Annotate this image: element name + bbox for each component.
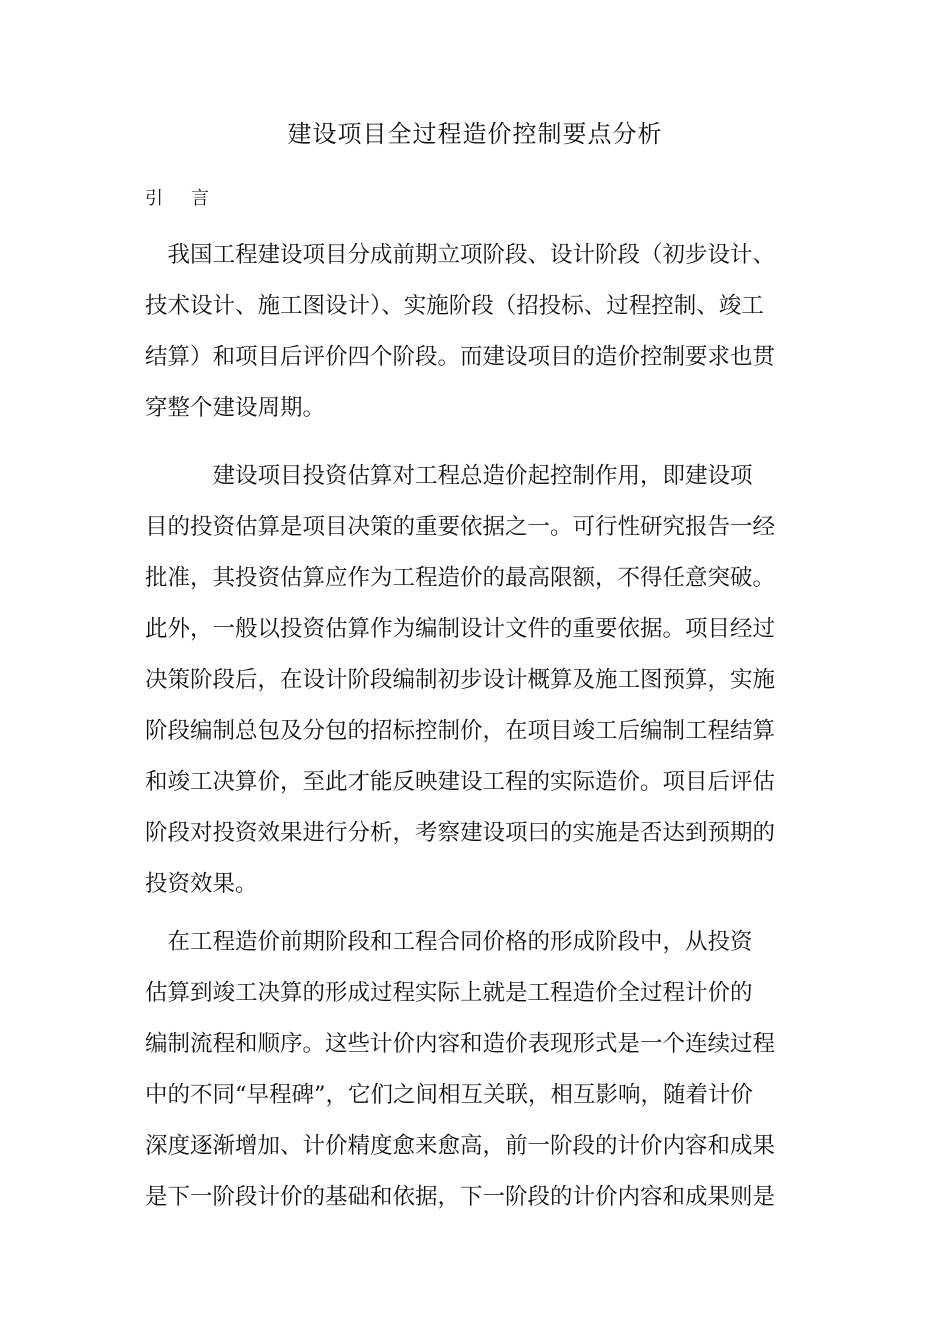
paragraph-line: 阶段编制总包及分包的招标控制价，在项目竣工后编制工程结算 — [145, 718, 776, 744]
paragraph-line: 技术设计、施工图设计）、实施阶段（招投标、过程控制、竣工 — [145, 293, 764, 319]
paragraph — [145, 230, 807, 434]
paragraph-line: 穿整个建设周期。 — [145, 395, 326, 421]
paragraph-line: 阶段对投资效果进行分析，考察建设项曰的实施是否达到预期的 — [145, 820, 776, 846]
paragraph — [145, 917, 807, 1223]
paragraph-line: 决策阶段后，在设计阶段编制初步设计概算及施工图预算，实施 — [145, 667, 776, 693]
paragraph-line: 深度逐渐增加、计价精度愈来愈高，前一阶段的计价内容和成果 — [145, 1133, 776, 1159]
paragraph-line: 投资效果。 — [145, 871, 258, 897]
paragraph-line: 建设项目投资估算对工程总造价起控制作用，即建设项 — [145, 463, 753, 489]
paragraph-line: 中的不同“早程碑”，它们之间相互关联，相互影响，随着计价 — [145, 1082, 754, 1108]
paragraph-line: 是下一阶段计价的基础和依据，下一阶段的计价内容和成果则是 — [145, 1184, 776, 1210]
document-title: 建设项目全过程造价控制要点分析 — [287, 120, 663, 148]
paragraph-line: 结算）和项目后评价四个阶段。而建设项目的造价控制要求也贯 — [145, 344, 776, 370]
paragraph-line: 此外，一般以投资估算作为编制设计文件的重要依据。项目经过 — [145, 616, 776, 642]
paragraph-line: 批准，其投资估算应作为工程造价的最高限额，不得任意突破。 — [145, 565, 776, 591]
section-heading: 引言 — [145, 188, 237, 209]
paragraph-line: 和竣工决算价，至此才能反映建设工程的实际造价。项目后评估 — [145, 769, 776, 795]
paragraph-line: 我国工程建设项目分成前期立项阶段、设计阶段（初步设计、 — [145, 242, 776, 268]
paragraph-line: 估算到竣工决算的形成过程实际上就是工程造价全过程计价的 — [145, 980, 753, 1006]
paragraph-line: 目的投资估算是项目决策的重要依据之一。可行性研究报告一经 — [145, 514, 776, 540]
paragraph — [145, 451, 807, 910]
paragraph-line: 编制流程和顺序。这些计价内容和造价表现形式是一个连续过程 — [145, 1031, 776, 1057]
paragraph-line: 在工程造价前期阶段和工程合同价格的形成阶段中，从投资 — [145, 929, 753, 955]
